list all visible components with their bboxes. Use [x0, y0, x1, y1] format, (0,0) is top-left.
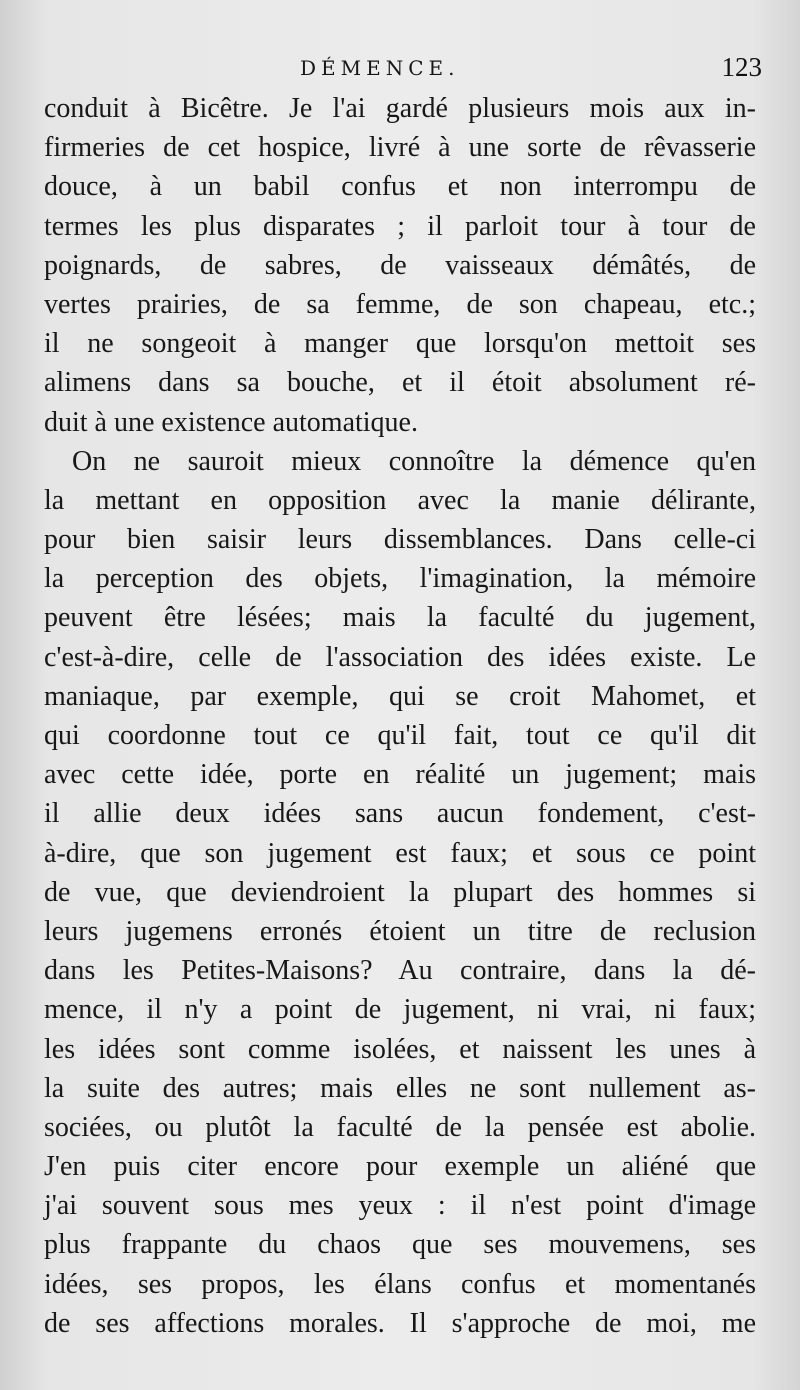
text-line: les idées sont comme isolées, et naissent les unes à [44, 1033, 756, 1065]
text-line: leurs jugemens erronés étoient un titre de reclusion [44, 915, 756, 947]
text-line: la mettant en opposition avec la manie délirante, [44, 484, 756, 516]
text-line: dans les Petites-Maisons? Au contraire, dans la dé- [44, 955, 756, 987]
text-line: à-dire, que son jugement est faux; et sous ce point [44, 837, 756, 869]
text-line: J'en puis citer encore pour exemple un aliéné que [44, 1151, 756, 1183]
text-line: de ses affections morales. Il s'approche de moi, me [44, 1307, 756, 1339]
page-header [0, 52, 800, 92]
text-line: plus frappante du chaos que ses mouvemens, ses [44, 1229, 756, 1261]
text-line: firmeries de cet hospice, livré à une sorte de rêvasserie [44, 132, 756, 164]
text-line: de vue, que deviendroient la plupart des hommes si [44, 876, 756, 908]
text-line: termes les plus disparates ; il parloit tour à tour de [44, 210, 756, 242]
text-line: il ne songeoit à manger que lorsqu'on mettoit ses [44, 328, 756, 360]
text-line: la suite des autres; mais elles ne sont nullement as- [44, 1072, 756, 1104]
text-line: j'ai souvent sous mes yeux : il n'est point d'image [44, 1190, 756, 1222]
running-title: DÉMENCE. [300, 56, 460, 80]
body-text [44, 89, 756, 1343]
text-line: peuvent être lésées; mais la faculté du jugement, [44, 602, 756, 634]
text-line: qui coordonne tout ce qu'il fait, tout ce qu'il dit [44, 720, 756, 751]
text-line: mence, il n'y a point de jugement, ni vrai, ni faux; [44, 994, 756, 1026]
text-line: maniaque, par exemple, qui se croit Mahomet, et [44, 680, 756, 712]
text-line: vertes prairies, de sa femme, de son chapeau, etc.; [44, 288, 756, 320]
text-line: duit à une existence automatique. [44, 406, 418, 438]
text-line: sociées, ou plutôt la faculté de la pensée est abolie. [44, 1111, 756, 1143]
paragraph-first-line: On ne sauroit mieux connoître la démence qu'en [72, 445, 756, 477]
text-line: idées, ses propos, les élans confus et momentanés [44, 1268, 756, 1300]
text-line: alimens dans sa bouche, et il étoit absolument ré- [44, 367, 756, 399]
page-number: 123 [721, 52, 762, 82]
text-line: avec cette idée, porte en réalité un jugement; mais [44, 759, 756, 791]
text-line: poignards, de sabres, de vaisseaux démâtés, de [44, 249, 756, 281]
text-line: la perception des objets, l'imagination, la mémoire [44, 563, 756, 595]
text-line: pour bien saisir leurs dissemblances. Dans celle-ci [44, 524, 756, 556]
text-line: il allie deux idées sans aucun fondement, c'est- [44, 798, 756, 830]
text-line: conduit à Bicêtre. Je l'ai gardé plusieurs mois aux in- [44, 93, 756, 124]
text-line: douce, à un babil confus et non interrompu de [44, 171, 756, 203]
text-line: c'est-à-dire, celle de l'association des idées existe. Le [44, 641, 756, 673]
